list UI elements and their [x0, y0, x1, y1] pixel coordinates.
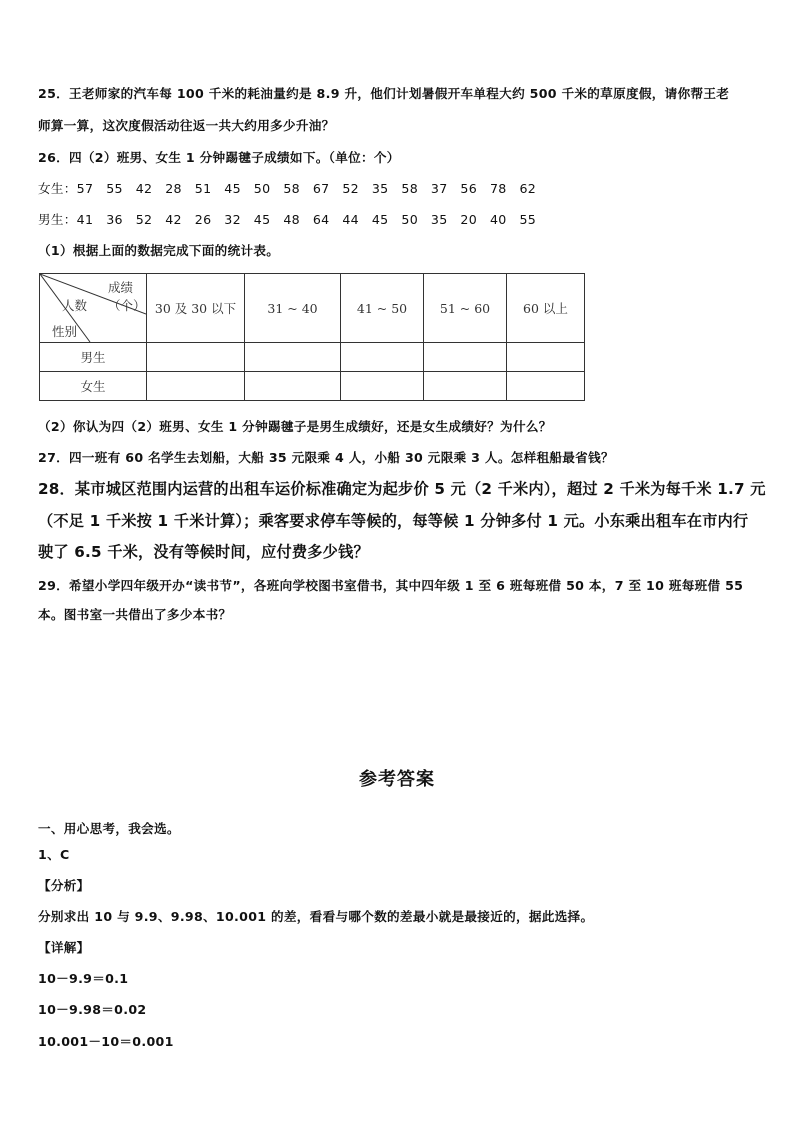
question-26-part-2: （2）你认为四（2）班男、女生 1 分钟踢毽子是男生成绩好，还是女生成绩好？为什么？	[38, 419, 552, 434]
corner-gender-label: 性别	[52, 324, 78, 339]
calculation-line: 10－9.98＝0.02	[38, 1002, 147, 1017]
column-header: 41 ~ 50	[341, 274, 424, 343]
question-26-part-1: （1）根据上面的数据完成下面的统计表。	[38, 243, 280, 258]
answer-section-heading: 一、用心思考，我会选。	[38, 821, 180, 836]
table-cell[interactable]	[147, 372, 245, 401]
table-cell[interactable]	[245, 372, 341, 401]
question-29-line-1: 29．希望小学四年级开办“读书节”，各班向学校图书室借书，其中四年级 1 至 6 班每班借 50 本，7 至 10 班每班借 55	[38, 578, 744, 593]
table-row-boys	[40, 343, 585, 372]
corner-count-label: 人数	[62, 298, 88, 313]
analysis-text: 分别求出 10 与 9.9、9.98、10.001 的差，看看与哪个数的差最小就是最接近的，据此选择。	[38, 909, 594, 924]
table-cell[interactable]	[507, 372, 585, 401]
column-header: 30 及 30 以下	[147, 274, 245, 343]
row-header-girls: 女生	[40, 372, 147, 401]
question-26-boys-data: 男生：41 36 52 42 26 32 45 48 64 44 45 50 35 20 40 55	[38, 212, 537, 227]
question-26-intro: 26．四（2）班男、女生 1 分钟踢毽子成绩如下。（单位：个）	[38, 150, 400, 165]
question-29-line-2: 本。图书室一共借出了多少本书？	[38, 607, 232, 622]
table-cell[interactable]	[341, 343, 424, 372]
corner-score-label: 成绩	[108, 280, 134, 295]
question-25-line-2: 师算一算，这次度假活动往返一共大约用多少升油？	[38, 118, 335, 133]
table-corner-header	[40, 274, 147, 343]
answer-item: 1、C	[38, 847, 70, 862]
calculation-line: 10.001－10＝0.001	[38, 1034, 174, 1049]
column-header: 60 以上	[507, 274, 585, 343]
question-25-line-1: 25．王老师家的汽车每 100 千米的耗油量约是 8.9 升，他们计划暑假开车单程大约 500 千米的草原度假，请你帮王老	[38, 86, 730, 101]
table-cell[interactable]	[507, 343, 585, 372]
question-28-line-2: （不足 1 千米按 1 千米计算）；乘客要求停车等候的，每等候 1 分钟多付 1 元。小东乘出租车在市内行	[38, 512, 749, 530]
question-26-girls-data: 女生：57 55 42 28 51 45 50 58 67 52 35 58 37 56 78 62	[38, 181, 537, 196]
column-header: 31 ~ 40	[245, 274, 341, 343]
row-header-boys: 男生	[40, 343, 147, 372]
answer-key-heading: 参考答案	[359, 769, 435, 790]
table-row-girls	[40, 372, 585, 401]
table-cell[interactable]	[341, 372, 424, 401]
table-cell[interactable]	[147, 343, 245, 372]
score-statistics-table	[39, 273, 585, 401]
table-cell[interactable]	[424, 372, 507, 401]
question-28-line-3: 驶了 6.5 千米，没有等候时间，应付费多少钱？	[38, 543, 369, 561]
column-header: 51 ~ 60	[424, 274, 507, 343]
question-27: 27．四一班有 60 名学生去划船，大船 35 元限乘 4 人，小船 30 元限乘 3 人。怎样租船最省钱？	[38, 450, 614, 465]
analysis-label: 【分析】	[38, 878, 90, 893]
detail-label: 【详解】	[38, 940, 90, 955]
table-cell[interactable]	[424, 343, 507, 372]
table-cell[interactable]	[245, 343, 341, 372]
corner-unit-label: （个）	[108, 298, 146, 313]
calculation-line: 10－9.9＝0.1	[38, 971, 129, 986]
question-28-line-1: 28．某市城区范围内运营的出租车运价标准确定为起步价 5 元（2 千米内），超过 2 千米为每千米 1.7 元	[38, 480, 766, 498]
